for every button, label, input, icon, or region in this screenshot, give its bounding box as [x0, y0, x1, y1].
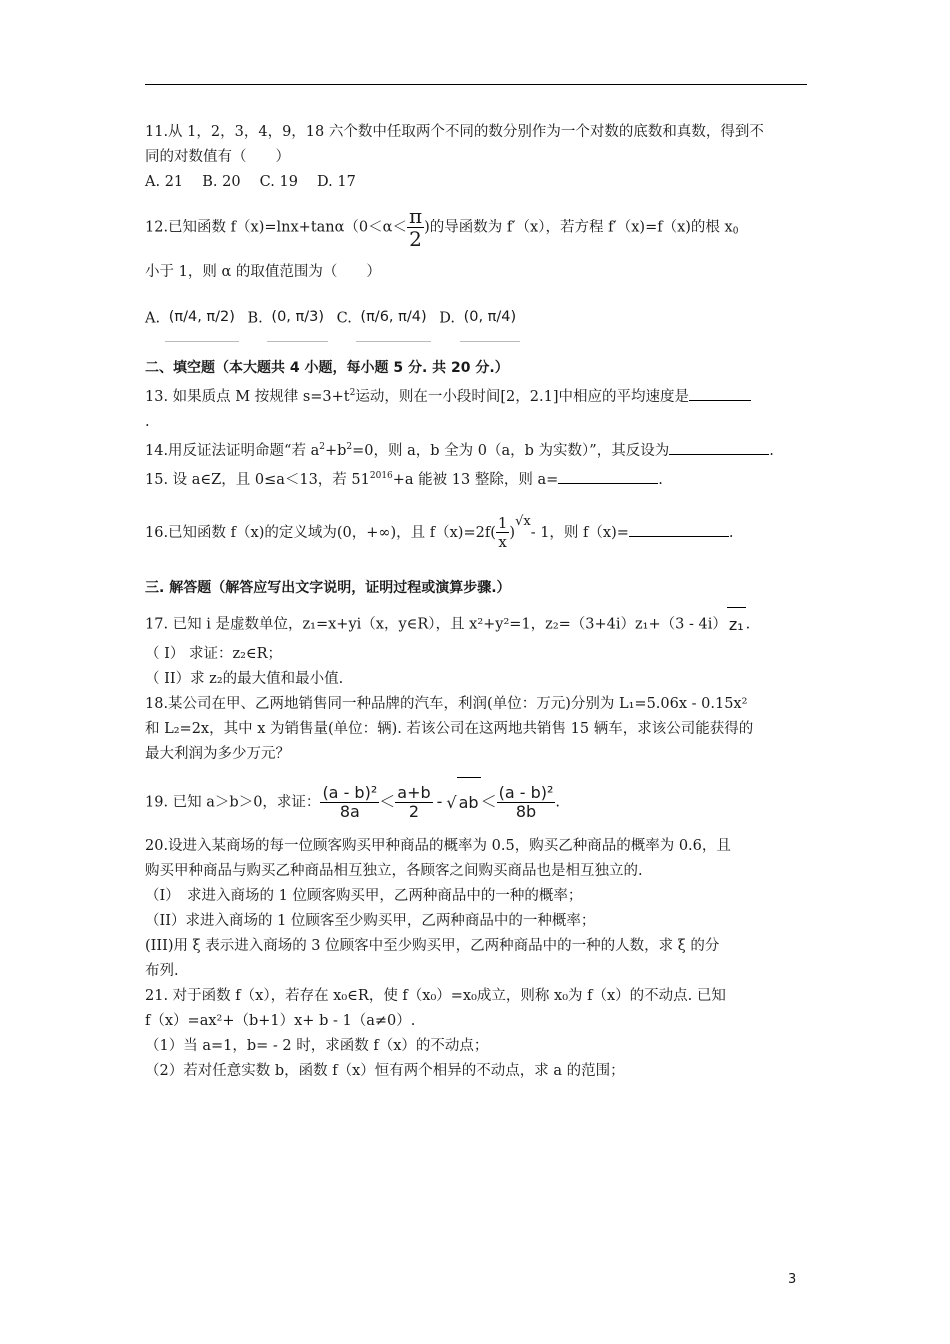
q11-line1: 11.从 1，2，3，4，9，18 六个数中任取两个不同的数分别作为一个对数的底数和真数，得到不	[145, 124, 764, 140]
q21-line2: f（x）=ax²+（b+1）x+ b - 1（a≠0）.	[145, 1012, 416, 1029]
q11-line2: 同的对数值有（ ）	[145, 149, 290, 165]
q16-post: - 1，则 f（x)=	[530, 524, 629, 541]
q16-one-over-x	[496, 514, 510, 551]
q12-optB-formula: (0, π/3)	[267, 295, 328, 342]
q19-pre: 19. 已知 a＞b＞0，求证：	[145, 794, 321, 810]
q14	[145, 435, 809, 464]
q12-sub0: 0	[732, 226, 739, 237]
q16-sqrt-exponent: √x	[515, 513, 531, 529]
q19-frac1	[320, 784, 379, 821]
q14-end: .	[769, 442, 774, 459]
q12-pi: π	[408, 204, 423, 228]
q16-answer-blank	[629, 522, 729, 537]
q12-two: 2	[409, 227, 422, 251]
q14-mid: +b	[324, 442, 347, 459]
section3-title: 三. 解答题（解答应写出文字说明，证明过程或演算步骤.）	[145, 579, 511, 596]
q15-answer-blank	[558, 469, 658, 484]
q12-optD-label: D.	[439, 310, 455, 326]
q13-end: .	[145, 413, 150, 430]
q12-options	[145, 295, 809, 342]
q17-part1: （ I） 求证：z₂∈R；	[145, 645, 283, 662]
q19-radical: √ ab	[446, 777, 480, 828]
q20-part1: （I） 求进入商场的 1 位顾客购买甲，乙两种商品中的一种的概率；	[145, 887, 583, 904]
q18-line2: 和 L₂=2x，其中 x 为销售量(单位：辆). 若该公司在这两地共销售 15 辆车，求该公司能获得的	[145, 720, 754, 737]
q19-lt2: ＜	[480, 792, 497, 811]
q12-optA-formula: (π/4, π/2)	[165, 295, 239, 342]
q15-pre: 15. 设 a∈Z，且 0≤a＜13，若 51	[145, 471, 370, 488]
page-number: 3	[788, 1272, 797, 1287]
q14-pre: 14.用反证法证明命题“若 a	[145, 442, 320, 459]
q20-line2: 购买甲种商品与购买乙种商品相互独立，各顾客之间购买商品也是相互独立的.	[145, 862, 643, 879]
header-rule	[145, 84, 807, 85]
q19-minus: -	[436, 792, 443, 811]
q19-f2-den: 2	[408, 801, 420, 821]
q12-optC-formula: (π/6, π/4)	[356, 295, 430, 342]
exam-page	[145, 120, 809, 1084]
q14-sup2: 2	[346, 441, 353, 452]
q16-one: 1	[497, 514, 508, 532]
q17-zbar: z₁	[727, 607, 746, 642]
q20-part3: (III)用 ξ 表示进入商场的 3 位顾客中至少购买甲，乙两种商品中的一种的人数，求 ξ 的分	[145, 937, 720, 954]
q16-end: .	[728, 524, 734, 541]
q18-line3: 最大利润为多少万元？	[145, 745, 290, 762]
q16-pre: 16.已知函数 f（x)的定义域为(0，+∞)，且 f（x)=2f(	[145, 524, 496, 541]
q15-post: +a 能被 13 整除，则 a=	[392, 471, 559, 488]
q12-pre: 12.已知函数 f（x)=lnx+tanα（0＜α＜	[145, 219, 407, 236]
q16-close: )	[509, 524, 516, 541]
q19-f3-num: (a - b)²	[498, 782, 554, 802]
q14-post: =0，则 a，b 全为 0（a，b 为实数）”，其反设为	[352, 442, 670, 459]
q19-frac3	[497, 784, 556, 821]
q16	[145, 499, 809, 556]
q12-pi-over-2	[407, 205, 424, 250]
q12-optB-label: B.	[247, 310, 263, 326]
section2-title: 二、填空题（本大题共 4 小题，每小题 5 分. 共 20 分.）	[145, 359, 509, 376]
q19-f2-num: a+b	[397, 782, 431, 802]
q14-answer-blank	[669, 440, 769, 455]
q20-part3b: 布列.	[145, 962, 179, 979]
q12-post: )的导函数为 f′（x），若方程 f′（x)=f（x)的根 x	[424, 219, 733, 236]
q13-pre: 13. 如果质点 M 按规律 s=3+t	[145, 388, 350, 405]
q21-part1: （1）当 a=1，b= - 2 时，求函数 f（x）的不动点；	[145, 1037, 489, 1054]
q12-line2: 小于 1，则 α 的取值范围为（ ）	[145, 263, 381, 280]
q13-sup: 2	[349, 387, 356, 398]
q19-f3-den: 8b	[515, 801, 537, 821]
q15-end: .	[658, 471, 663, 488]
q12-line1	[145, 205, 809, 254]
q15	[145, 464, 809, 493]
q19-frac2	[395, 784, 432, 821]
q13-answer-blank	[689, 386, 751, 401]
q19-lt1: ＜	[379, 792, 396, 811]
q19-f1-num: (a - b)²	[322, 782, 378, 802]
q19-end: .	[555, 794, 561, 810]
q21-part2: （2）若对任意实数 b，函数 f（x）恒有两个相异的不动点，求 a 的范围；	[145, 1062, 625, 1079]
q19-sqrt-ab: ab	[457, 777, 481, 828]
q12-optC-label: C.	[336, 310, 352, 326]
q14-sup1: 2	[319, 441, 325, 452]
q17-part2: （ II）求 z₂的最大值和最小值.	[145, 670, 344, 687]
q13	[145, 381, 809, 410]
q12-optD-formula: (0, π/4)	[460, 295, 521, 342]
q13-post: 运动，则在一小段时间[2，2.1]中相应的平均速度是	[355, 388, 689, 405]
q17-line1	[145, 607, 809, 642]
q19-f1-den: 8a	[339, 801, 360, 821]
q21-line1: 21. 对于函数 f（x），若存在 x₀∈R，使 f（x₀）=x₀成立，则称 x₀为 f（x）的不动点. 已知	[145, 987, 726, 1004]
q15-sup: 2016	[369, 470, 393, 481]
q17-text: 17. 已知 i 是虚数单位，z₁=x+yi（x，y∈R），且 x²+y²=1，z₂=（3+4i）z₁+（3 - 4i）	[145, 616, 727, 632]
q17-end: .	[745, 616, 751, 632]
q16-x: x	[498, 533, 507, 551]
q11-options: A. 21 B. 20 C. 19 D. 17	[145, 174, 356, 190]
q20-line1: 20.设进入某商场的每一位顾客购买甲种商品的概率为 0.5，购买乙种商品的概率为 0.6，且	[145, 837, 731, 854]
q18-line1: 18.某公司在甲、乙两地销售同一种品牌的汽车，利润(单位：万元)分别为 L₁=5.06x - 0.15x²	[145, 695, 748, 712]
q12-optA-label: A.	[145, 310, 161, 326]
q19	[145, 777, 809, 828]
q20-part2: （II）求进入商场的 1 位顾客至少购买甲，乙两种商品中的一种概率；	[145, 912, 596, 929]
